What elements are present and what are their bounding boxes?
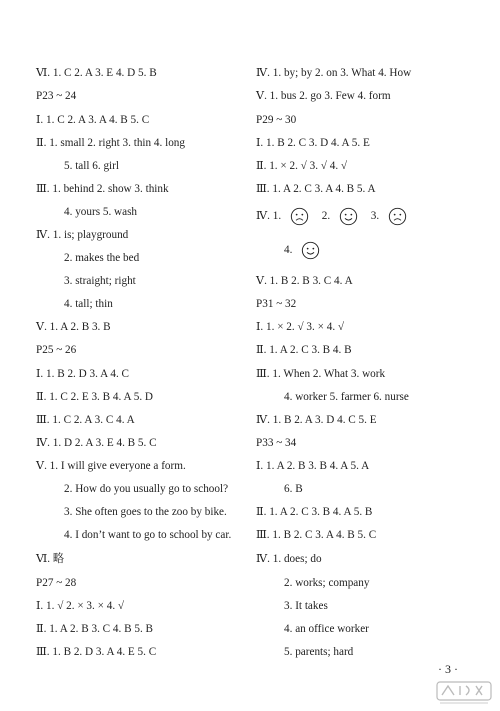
answer-line: 2. works; company: [284, 577, 370, 589]
answer-line: 6. B: [284, 483, 303, 495]
answer-line: 4. worker 5. farmer 6. nurse: [284, 391, 409, 403]
answer-line: P25 ~ 26: [36, 344, 77, 356]
answer-line: Ⅰ. 1. B 2. D 3. A 4. C: [36, 368, 130, 380]
answer-line: Ⅵ. 略: [36, 553, 65, 565]
answer-line: Ⅰ. 1. C 2. A 3. A 4. B 5. C: [36, 114, 150, 126]
faces-row-1: [256, 207, 417, 226]
answer-line: Ⅴ. 1. A 2. B 3. B: [36, 321, 111, 333]
answer-line: Ⅲ. 1. B 2. D 3. A 4. E 5. C: [36, 646, 157, 658]
answer-line: 2. How do you usually go to school?: [64, 483, 229, 495]
answer-line: P31 ~ 32: [256, 298, 297, 310]
answer-line: Ⅴ. 1. bus 2. go 3. Few 4. form: [256, 90, 391, 102]
answer-line: 4. I don’t want to go to school by car.: [64, 529, 232, 541]
answer-line: Ⅱ. 1. A 2. C 3. B 4. A 5. B: [256, 506, 373, 518]
sad-face-icon: [388, 207, 407, 226]
answer-line: Ⅳ. 1. does; do: [256, 553, 322, 565]
faces-row-1-prefix: Ⅳ. 1.: [256, 210, 282, 223]
answer-line: Ⅴ. 1. B 2. B 3. C 4. A: [256, 275, 353, 287]
happy-face-icon: [301, 241, 320, 260]
answer-line: Ⅰ. 1. A 2. B 3. B 4. A 5. A: [256, 460, 370, 472]
answer-line: 3. She often goes to the zoo by bike.: [64, 506, 227, 518]
watermark-logo-icon: [436, 680, 492, 706]
answer-line: 4. yours 5. wash: [64, 206, 138, 218]
answer-line: Ⅱ. 1. A 2. B 3. C 4. B 5. B: [36, 623, 154, 635]
left-column: [36, 0, 246, 711]
answer-line: Ⅲ. 1. A 2. C 3. A 4. B 5. A: [256, 183, 376, 195]
answer-line: Ⅳ. 1. is; playground: [36, 229, 129, 241]
sad-face-icon: [290, 207, 309, 226]
answer-line: Ⅲ. 1. behind 2. show 3. think: [36, 183, 169, 195]
answer-line: Ⅱ. 1. × 2. √ 3. √ 4. √: [256, 160, 348, 172]
answer-line: Ⅰ. 1. × 2. √ 3. × 4. √: [256, 321, 345, 333]
faces-row-2: [284, 241, 330, 260]
answer-line: Ⅳ. 1. B 2. A 3. D 4. C 5. E: [256, 414, 377, 426]
answer-line: Ⅱ. 1. small 2. right 3. thin 4. long: [36, 137, 185, 149]
answer-line: Ⅳ. 1. by; by 2. on 3. What 4. How: [256, 67, 412, 79]
page-number: · 3 ·: [438, 662, 458, 676]
answer-line: 4. an office worker: [284, 623, 369, 635]
answer-line: Ⅲ. 1. When 2. What 3. work: [256, 368, 386, 380]
answer-line: P27 ~ 28: [36, 577, 77, 589]
answer-line: 3. straight; right: [64, 275, 136, 287]
answer-line: 3. It takes: [284, 600, 328, 612]
answer-line: 5. tall 6. girl: [64, 160, 119, 172]
answer-line: Ⅵ. 1. C 2. A 3. E 4. D 5. B: [36, 67, 157, 79]
answer-line: Ⅱ. 1. A 2. C 3. B 4. B: [256, 344, 352, 356]
answer-line: Ⅲ. 1. C 2. A 3. C 4. A: [36, 414, 135, 426]
faces-row-1-label-3: 3.: [370, 210, 380, 223]
answer-line: Ⅰ. 1. B 2. C 3. D 4. A 5. E: [256, 137, 370, 149]
answer-line: Ⅲ. 1. B 2. C 3. A 4. B 5. C: [256, 529, 377, 541]
answer-line: 5. parents; hard: [284, 646, 354, 658]
answer-line: Ⅰ. 1. √ 2. × 3. × 4. √: [36, 600, 125, 612]
answer-line: Ⅳ. 1. D 2. A 3. E 4. B 5. C: [36, 437, 157, 449]
answer-line: P23 ~ 24: [36, 90, 77, 102]
right-column: [256, 0, 486, 711]
answer-line: Ⅴ. 1. I will give everyone a form.: [36, 460, 186, 472]
answer-line: 4. tall; thin: [64, 298, 113, 310]
answer-line: 2. makes the bed: [64, 252, 140, 264]
happy-face-icon: [339, 207, 358, 226]
answer-line: P29 ~ 30: [256, 114, 297, 126]
faces-row-2-label-4: 4.: [284, 244, 293, 257]
answer-line: Ⅱ. 1. C 2. E 3. B 4. A 5. D: [36, 391, 154, 403]
answer-line: P33 ~ 34: [256, 437, 297, 449]
faces-row-1-label-2: 2.: [321, 210, 331, 223]
